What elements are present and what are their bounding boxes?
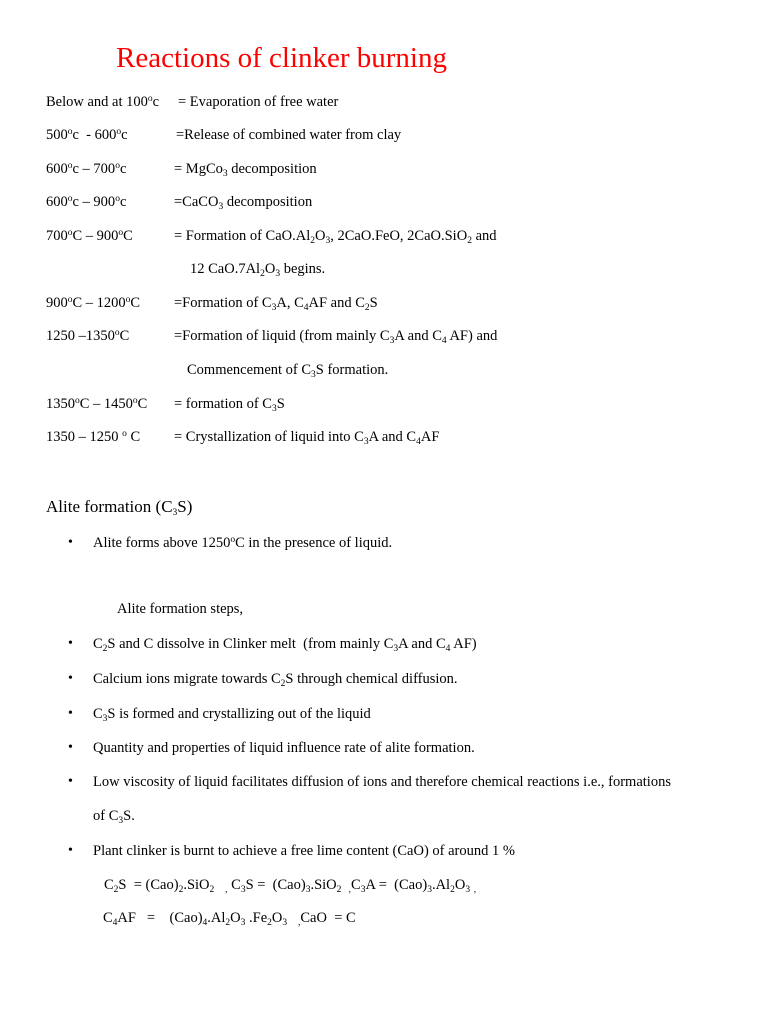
reaction-range: 1350$^o$C – 1450$^o$C xyxy=(46,396,148,412)
reaction-description: =Release of combined water from clay xyxy=(176,127,402,143)
reaction-range: 1350 – 1250 $^o$ C xyxy=(46,429,141,445)
bullet-marker: • xyxy=(68,843,73,858)
bullet-item: Calcium ions migrate towards $C_2S$ through chemical diffusion. xyxy=(93,671,458,689)
formula-line: $C_4AF$ = $(Cao)_4.Al_2O_3$ $.Fe_2O_3$ $_,$CaO = C xyxy=(103,910,356,928)
bullet-marker: • xyxy=(68,535,73,550)
bullet-item: Low viscosity of liquid facilitates diffusion of ions and therefore chemical reactions i.e., formations xyxy=(93,774,671,790)
reaction-range: 900$^o$C – 1200$^o$C xyxy=(46,295,141,311)
reaction-description: =Formation of $C_3A$, $C_4AF$ and $C_2S$ xyxy=(174,295,378,313)
bullet-item: $C_2S$ and C dissolve in Clinker melt (from mainly $C_3A$ and $C_4$ AF) xyxy=(93,636,477,654)
reaction-description-continued: 12 $CaO.7Al_2O_3$ begins. xyxy=(190,261,326,279)
bullet-item: Plant clinker is burnt to achieve a free lime content (CaO) of around 1 % xyxy=(93,843,515,859)
bullet-marker: • xyxy=(68,774,73,789)
reaction-description: = MgCo$_3$ decomposition xyxy=(174,161,317,179)
bullet-item: $C_3S$ is formed and crystallizing out of the liquid xyxy=(93,706,371,724)
reaction-description: = Evaporation of free water xyxy=(178,94,339,110)
bullet-marker: • xyxy=(68,636,73,651)
reaction-range: 600$^o$c – 700$^o$c xyxy=(46,161,127,177)
page-title: Reactions of clinker burning xyxy=(116,42,447,74)
reaction-description-continued: Commencement of $C_3S$ formation. xyxy=(187,362,389,380)
formula-line: $C_2S = (Cao)_2.SiO_2$ $_,$ $C_3S = (Cao)_3.SiO_2$ $_,C_3A = (Cao)_3.Al_2O_3$ $_,$ xyxy=(104,877,477,895)
reaction-range: 600$^o$c – 900$^o$c xyxy=(46,194,127,210)
reaction-range: 500$^o$c - 600$^o$c xyxy=(46,127,128,143)
bullet-marker: • xyxy=(68,706,73,721)
reaction-description: = Formation of $CaO.Al_2O_3$, 2CaO.FeO, 2CaO.SiO$_2$ and xyxy=(174,228,497,246)
reaction-description: =CaCO$_3$ decomposition xyxy=(174,194,313,212)
bullet-marker: • xyxy=(68,740,73,755)
bullet-item: Quantity and properties of liquid influence rate of alite formation. xyxy=(93,740,475,756)
steps-heading: Alite formation steps, xyxy=(117,601,244,617)
reaction-range: Below and at 100$^o$c xyxy=(46,94,160,110)
reaction-description: =Formation of liquid (from mainly $C_3A$ and $C_4$ AF) and xyxy=(174,328,498,346)
section-heading: Alite formation $(C_3S)$ xyxy=(46,497,193,518)
bullet-item-continued: of $C_3S$. xyxy=(93,808,135,826)
reaction-description: = Crystallization of liquid into $C_3A$ and $C_4AF$ xyxy=(174,429,440,447)
bullet-marker: • xyxy=(68,671,73,686)
reaction-range: 1250 –1350$^o$C xyxy=(46,328,130,344)
reaction-range: 700$^o$C – 900$^o$C xyxy=(46,228,133,244)
reaction-description: = formation of $C_3S$ xyxy=(174,396,285,414)
bullet-item: Alite forms above 1250$^o$C in the presence of liquid. xyxy=(93,535,393,551)
